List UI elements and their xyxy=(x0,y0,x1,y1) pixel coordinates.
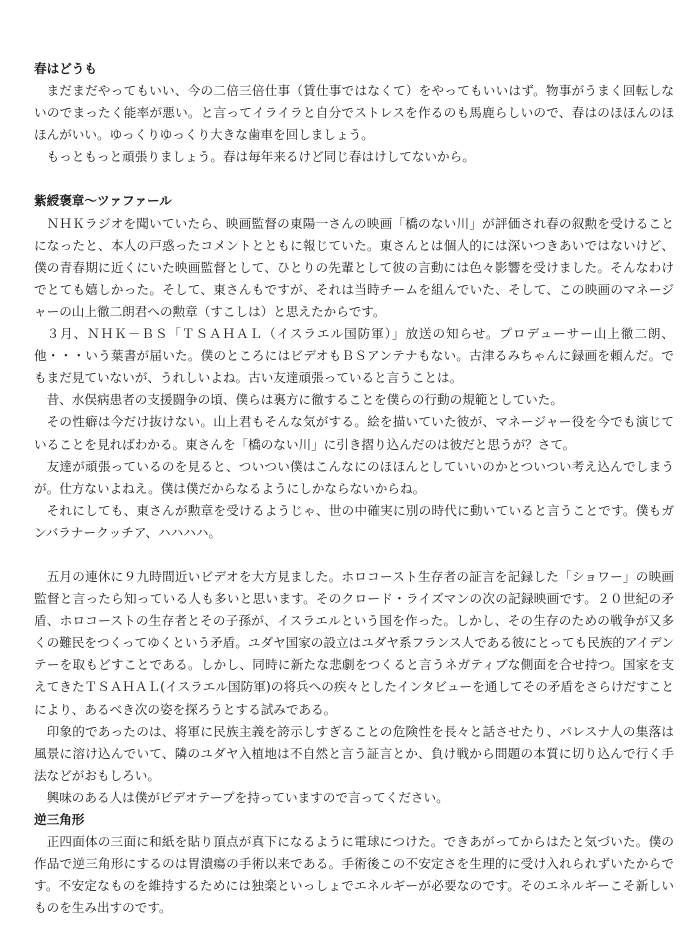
section-spring xyxy=(34,58,674,168)
paragraph: 興味のある人は僕がビデオテープを持っていますので言ってください。 xyxy=(46,789,449,805)
paragraph: 印象的であったのは、将軍に民族主義を誇示しすぎることの危険性を長々と話させたり、パレスナ人の集落は風景に溶け込んでいて、隣のユダヤ入植地は不自然と言う証言とか、負け戦から問題の本質に切り込んで行く手法などがおもしろい。 xyxy=(34,723,674,783)
section-medal xyxy=(34,190,674,544)
paragraph: ＮＨＫラジオを聞いていたら、映画監督の東陽一さんの映画「橋のない川」が評価され春の叙勲を受けることになったと、本人の戸惑ったコメントとともに報じていた。東さんとは個人的には深いつきあいではないけど、僕の青春期に近くにいた映画監督として、ひとりの先輩として彼の言動には色々影響を受けました。そんなわけでとても嬉しかった。そして、東さんもですが、それは当時チームを組んでいた、そして、この映画のマネージャーの山上徹二朗君への勲章（すこしは）と思えたからです。 xyxy=(34,215,674,319)
paragraph: もっともっと頑張りましょう。春は毎年来るけど同じ春はけしてないから。 xyxy=(46,149,475,165)
section-spacer xyxy=(34,168,674,190)
paragraph: 友達が頑張っているのを見ると、ついつい僕はこんなにのほほんとしていいのかとついつい考え込んでしまうが。仕方ないよねえ。僕は僕だからなるようにしかならないからね。 xyxy=(34,458,674,496)
section-triangle xyxy=(34,809,674,919)
section-heading: 春はどうも xyxy=(34,61,97,76)
section-spacer xyxy=(34,544,674,566)
paragraph: その性癖は今だけ抜けない。山上君もそんな気がする。絵を描いていた彼が、マネージャー役を今でも演じていることを見ればわかる。東さんを「橋のない川」に引き摺り込んだのは彼だと思うが？さて。 xyxy=(34,414,674,452)
paragraph: ３月、ＮＨＫ－ＢＳ「ＴＳＡＨＡＬ（イスラエル国防軍）」放送の知らせ。プロデューサー山上徹二朗、他・・・いう葉書が届いた。僕のところにはビデオもＢＳアンテナもない。古津るみちゃんに録画を頼んだ。でもまだ見ていないが、うれしいよね。古い友達頑張っていると言うことは。 xyxy=(34,326,674,386)
section-heading: 紫綬褒章～ツァファール xyxy=(34,193,172,209)
paragraph: まだまだやってもいい、今の二倍三倍仕事（賃仕事ではなくて）をやってもいいはず。物事がうまく回転しないのでまったく能率が悪い。と言ってイライラと自分でストレスを作るのも馬鹿らしいので、春はのほほんのほほんがいい。ゆっくりゆっくり大きな歯車を回しましょう。 xyxy=(34,83,674,143)
section-video xyxy=(34,566,674,809)
document-body xyxy=(34,58,674,919)
paragraph: 五月の連休に９九時間近いビデオを大方見ました。ホロコースト生存者の証言を記録した「ショワー」の映画監督と言ったら知っている人も多いと思います。そのクロード・ライズマンの次の記録映画です。２０世紀の矛盾、ホロコーストの生存者とその子孫が、イスラエルという国を作った。しかし、その生存のための戦争が又多くの難民をつくってゆくという矛盾。ユダヤ国家の設立はユダヤ系フランス人である彼にとっても民族的アイデンテーを取もどすことである。しかし、同時に新たな悲劇をつくると言うネガティブな側面を合せ持つ。国家を支えてきたＴＳＡＨＡＬ(イスラエル国防軍)の将兵への疾々としたインタビューを通してその矛盾をさらけだすことにより、あるべき次の姿を探ろうとする試みである。 xyxy=(34,568,675,717)
section-heading: 逆三角形 xyxy=(34,812,85,827)
paragraph: 昔、水俣病患者の支援闘争の頃、僕らは裏方に徹することを僕らの行動の規範としていた。 xyxy=(46,392,563,408)
paragraph: それにしても、東さんが勲章を受けるようじゃ、世の中確実に別の時代に動いていると言うことです。僕もガンバラナークッチア、ハハハハ。 xyxy=(34,502,674,540)
paragraph: 正四面体の三面に和紙を貼り頂点が真下になるように電球につけた。できあがってからはたと気づいた。僕の作品で逆三角形にするのは胃潰瘍の手術以来である。手術後この不安定さを生理的に受け入れられずいたからです。不安定なものを維持するためには独楽といっしょでエネルギーが必要なのです。そのエネルギーこそ新しいものを生み出すのです。 xyxy=(34,834,674,916)
